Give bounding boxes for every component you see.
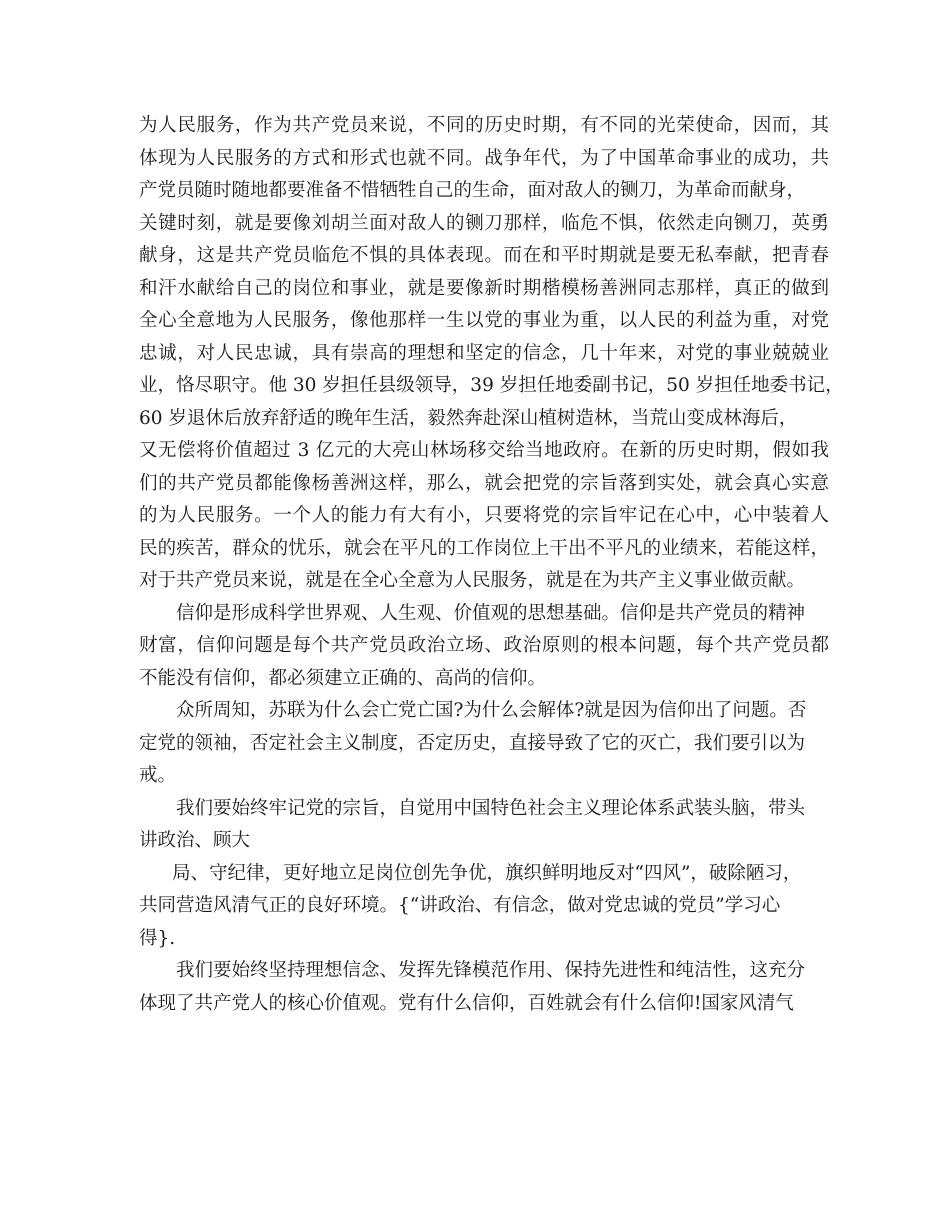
text-line: 献身，这是共产党员临危不惧的具体表现。而在和平时期就是要无私奉献，把青春 xyxy=(139,245,829,266)
text-line: 的为人民服务。一个人的能力有大有小，只要将党的宗旨牢记在心中，心中装着人 xyxy=(139,505,829,526)
text-line: 定党的领袖，否定社会主义制度，否定历史，直接导致了它的灭亡，我们要引以为 xyxy=(139,732,806,754)
text-line: 体现了共产党人的核心价值观。党有什么信仰，百姓就会有什么信仰!国家风清气 xyxy=(139,992,794,1014)
text-line: 们的共产党员都能像杨善洲这样，那么，就会把党的宗旨落到实处，就会真心实意 xyxy=(139,472,829,494)
text-line: 民的疾苦，群众的忧乐，就会在平凡的工作岗位上干出不平凡的业绩来，若能这样， xyxy=(139,537,829,559)
text-line: 信仰是形成科学世界观、人生观、价值观的思想基础。信仰是共产党员的精神 xyxy=(176,602,806,624)
text-line: 我们要始终牢记党的宗旨，自觉用中国特色社会主义理论体系武装头脑，带头 xyxy=(176,797,806,819)
text-line: 全心全意地为人民服务，像他那样一生以党的事业为重，以人民的利益为重，对党 xyxy=(139,310,829,331)
text-line: 对于共产党员来说，就是在全心全意为人民服务，就是在为共产主义事业做贡献。 xyxy=(139,570,806,591)
text-line: 和汗水献给自己的岗位和事业，就是要像新时期楷模杨善洲同志那样，真正的做到 xyxy=(139,277,829,299)
text-line: 众所周知，苏联为什么会亡党亡国?为什么会解体?就是因为信仰出了问题。否 xyxy=(176,700,807,721)
text-line: 关键时刻，就是要像刘胡兰面对敌人的铡刀那样，临危不惧，依然走向铡刀，英勇 xyxy=(139,212,829,234)
text-line: 体现为人民服务的方式和形式也就不同。战争年代，为了中国革命事业的成功，共 xyxy=(139,147,829,169)
text-line: 产党员随时随地都要准备不惜牺牲自己的生命，面对敌人的铡刀，为革命而献身， xyxy=(139,180,806,201)
text-line: 忠诚，对人民忠诚，具有崇高的理想和坚定的信念，几十年来，对党的事业兢兢业 xyxy=(139,342,829,364)
text-line: 不能没有信仰，都必须建立正确的、高尚的信仰。 xyxy=(139,667,547,689)
body-text xyxy=(139,110,844,1020)
text-line: 业，恪尽职守。他 30 岁担任县级领导，39 岁担任地委副书记，50 岁担任地委书记， xyxy=(139,375,844,396)
text-line: 局、守纪律，更好地立足岗位创先争优，旗织鲜明地反对“四风”，破除陋习， xyxy=(172,862,802,884)
text-line: 60 岁退休后放弃舒适的晚年生活，毅然奔赴深山植树造林，当荒山变成林海后， xyxy=(139,407,798,429)
text-line: 又无偿将价值超过 3 亿元的大亮山林场移交给当地政府。在新的历史时期，假如我 xyxy=(139,440,829,461)
text-line: 我们要始终坚持理想信念、发挥先锋模范作用、保持先进性和纯洁性，这充分 xyxy=(176,960,806,981)
text-line: 戒。 xyxy=(139,765,177,786)
text-line: 得}. xyxy=(139,927,176,949)
text-line: 财富，信仰问题是每个共产党员政治立场、政治原则的根本问题，每个共产党员都 xyxy=(139,635,829,656)
text-line: 讲政治、顾大 xyxy=(139,830,251,851)
text-line: 为人民服务，作为共产党员来说，不同的历史时期，有不同的光荣使命，因而，其 xyxy=(139,115,829,136)
text-line: 共同营造风清气正的良好环境。{“讲政治、有信念，做对党忠诚的党员”学习心 xyxy=(139,895,781,916)
